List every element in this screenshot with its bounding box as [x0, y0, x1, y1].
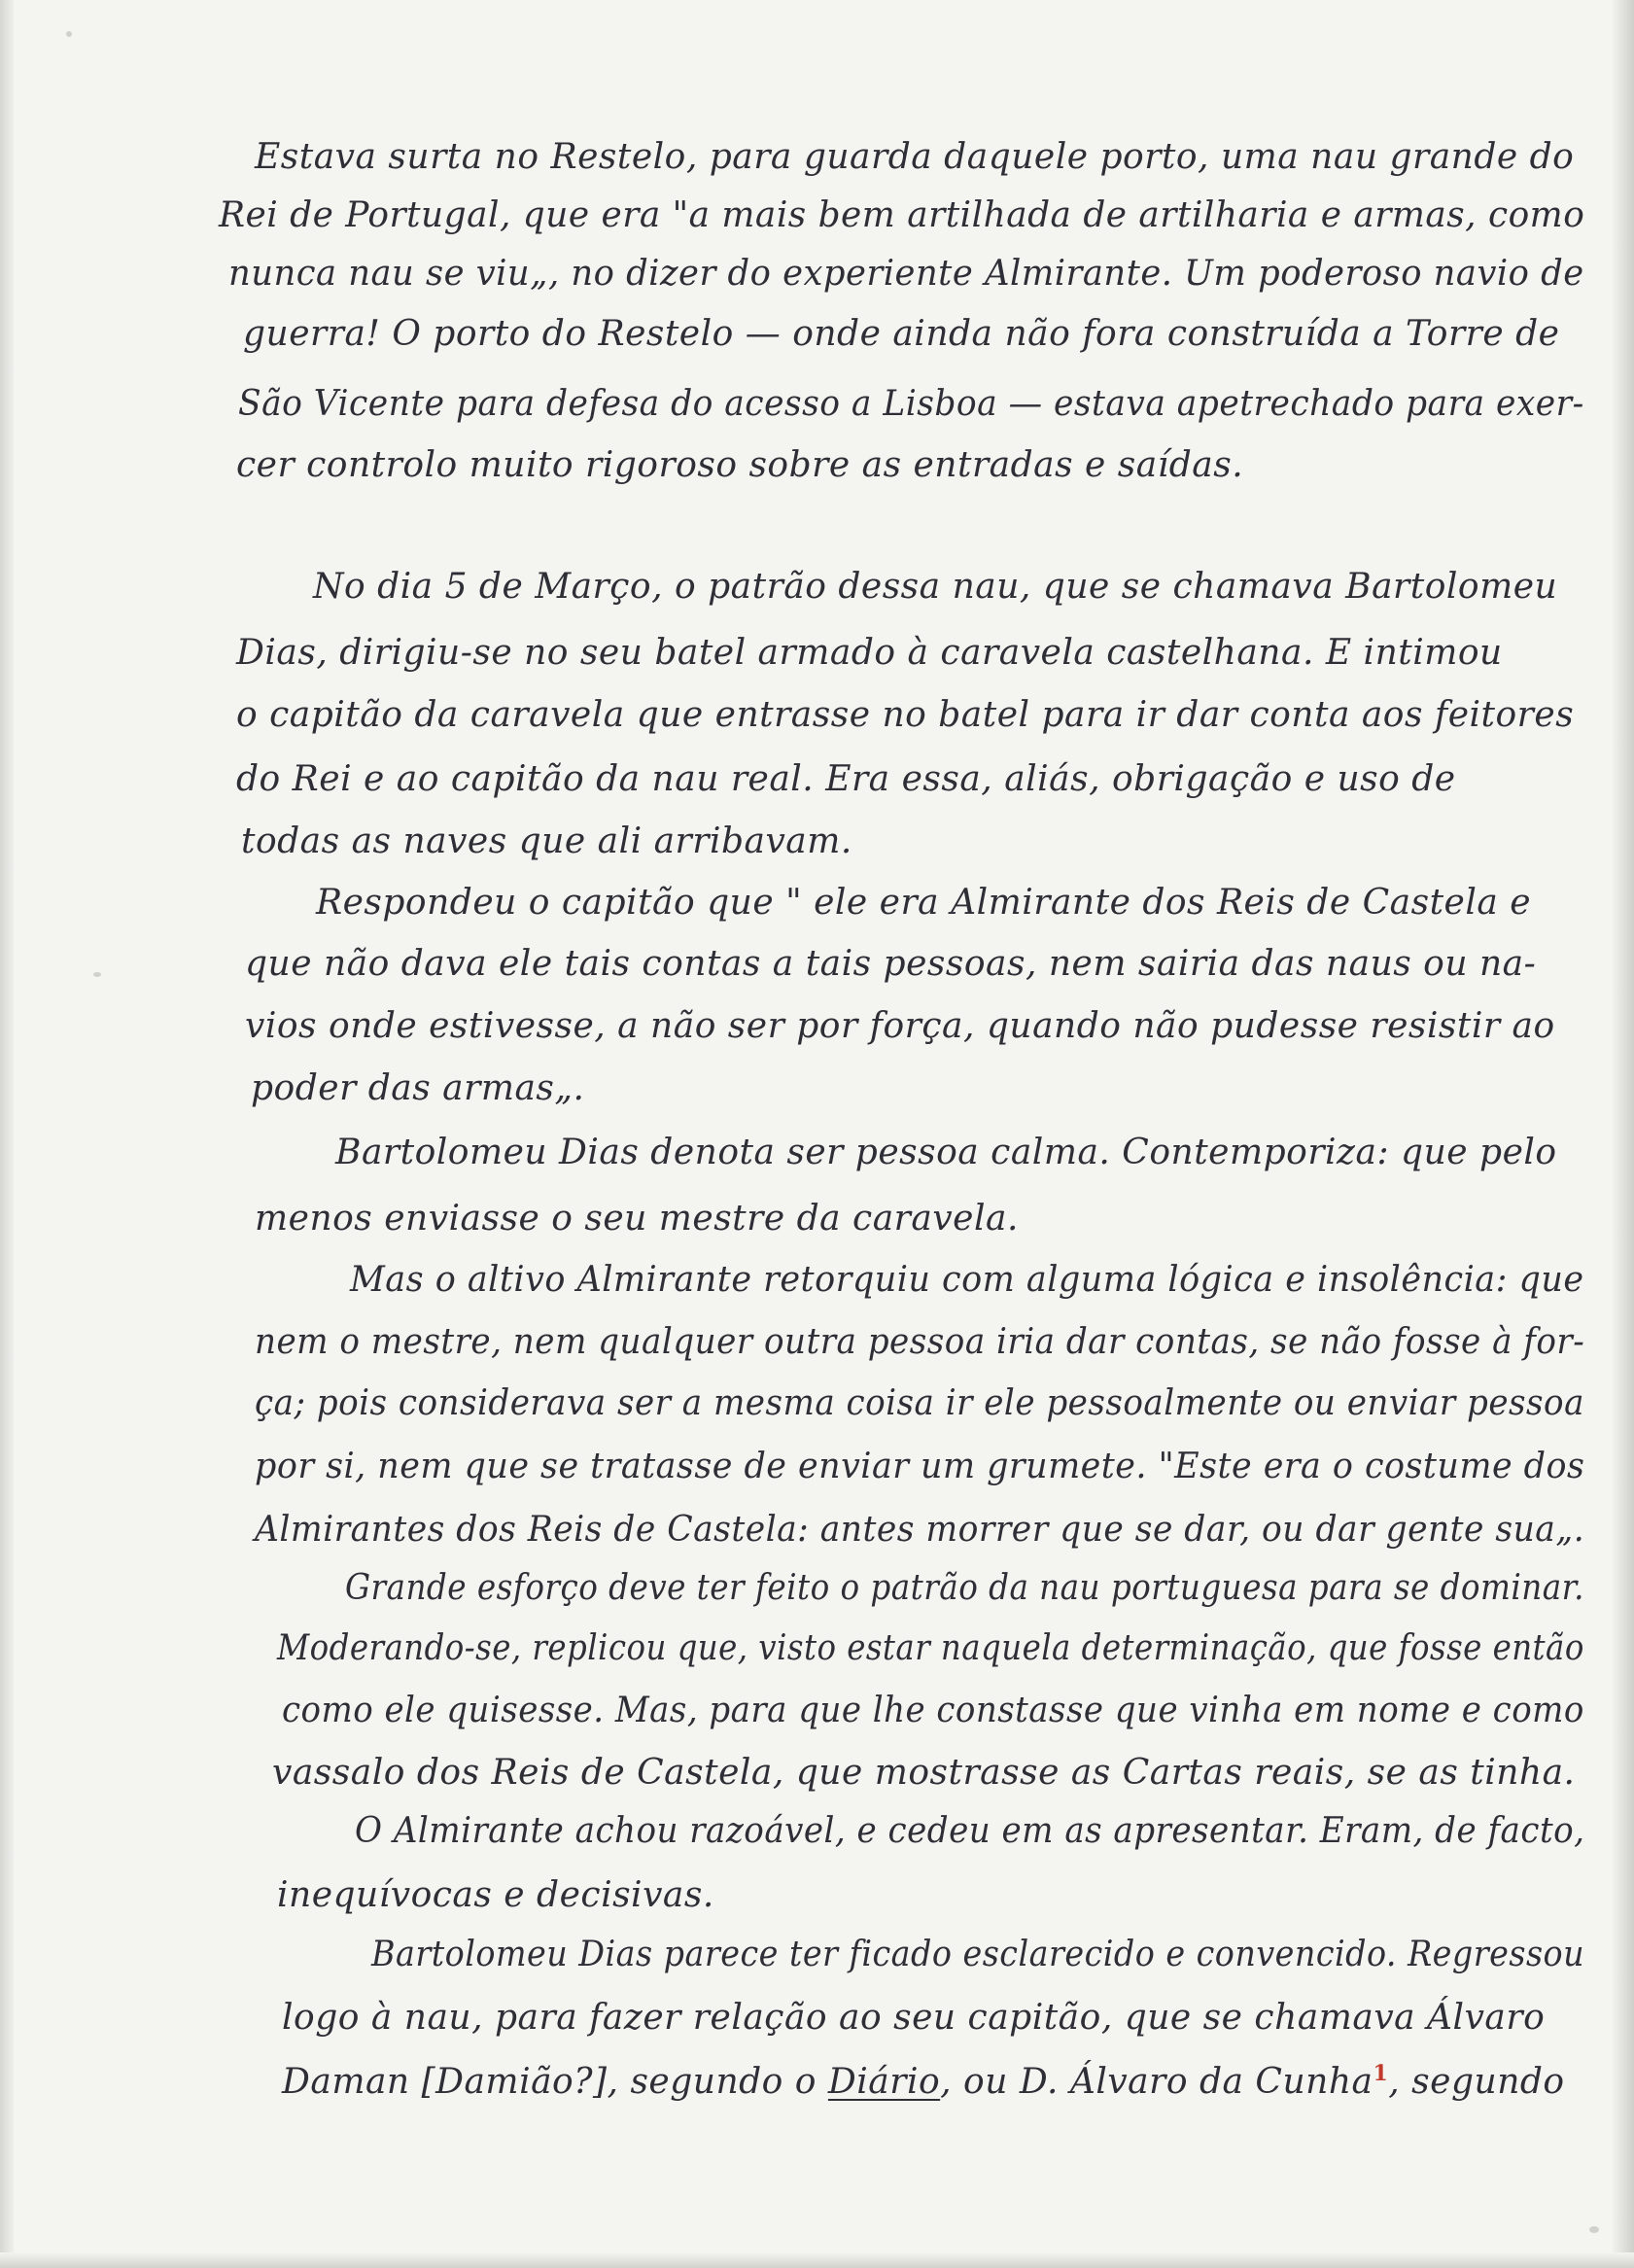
text-line: Respondeu o capitão que " ele era Almirante dos Reis de Castela e: [316, 883, 1532, 923]
scan-left-edge: [0, 0, 14, 2268]
text-line: No dia 5 de Março, o patrão dessa nau, que se chamava Bartolomeu: [313, 567, 1558, 607]
text-line: inequívocas e decisivas.: [277, 1875, 714, 1915]
text-line: do Rei e ao capitão da nau real. Era essa, aliás, obrigação e uso de: [236, 759, 1456, 799]
footnote-marker: 1: [1373, 2061, 1389, 2086]
text-line: poder das armas„.: [251, 1068, 585, 1108]
text-line: vios onde estivesse, a não ser por força, quando não pudesse resistir ao: [245, 1006, 1555, 1046]
text-line: Estava surta no Restelo, para guarda daquele porto, uma nau grande do: [255, 137, 1575, 177]
text-line: logo à nau, para fazer relação ao seu capitão, que se chamava Álvaro: [282, 1998, 1546, 2038]
scan-right-edge: [1613, 0, 1634, 2268]
text-line: que não dava ele tais contas a tais pessoas, nem sairia das naus ou na-: [245, 944, 1537, 984]
final-text-line: [282, 2059, 1565, 2106]
scan-speck: [1589, 2226, 1599, 2233]
text-line: Grande esforço deve ter feito o patrão da nau portuguesa para se dominar.: [345, 1568, 1584, 1608]
text-line: ça; pois considerava ser a mesma coisa ir ele pessoalmente ou enviar pessoa: [255, 1383, 1584, 1423]
text-line: Bartolomeu Dias denota ser pessoa calma. Contemporiza: que pelo: [335, 1133, 1557, 1172]
text-line: cer controlo muito rigoroso sobre as entradas e saídas.: [236, 445, 1244, 485]
final-line-after: , segundo: [1388, 2062, 1565, 2102]
diario-underlined-title: Diário: [827, 2062, 941, 2102]
text-line: nem o mestre, nem qualquer outra pessoa iria dar contas, se não fosse à for-: [255, 1322, 1585, 1362]
text-line: menos enviasse o seu mestre da caravela.: [255, 1199, 1019, 1239]
scan-speck: [93, 972, 101, 977]
scan-bottom-edge: [0, 2252, 1634, 2268]
text-line: O Almirante achou razoável, e cedeu em as apresentar. Eram, de facto,: [355, 1811, 1585, 1851]
final-line-before: Daman [Damião?], segundo o: [282, 2062, 828, 2102]
text-line: Almirantes dos Reis de Castela: antes morrer que se dar, ou dar gente sua„.: [255, 1510, 1585, 1550]
scan-speck: [66, 31, 72, 37]
text-line: todas as naves que ali arribavam.: [241, 821, 852, 861]
text-line: Dias, dirigiu-se no seu batel armado à caravela castelhana. E intimou: [236, 633, 1503, 673]
text-line: São Vicente para defesa do acesso a Lisboa — estava apetrechado para exer-: [238, 384, 1584, 424]
final-line-middle: , ou D. Álvaro da Cunha: [940, 2062, 1373, 2102]
text-line: vassalo dos Reis de Castela, que mostrasse as Cartas reais, se as tinha.: [272, 1753, 1576, 1793]
text-line: o capitão da caravela que entrasse no batel para ir dar conta aos feitores: [236, 695, 1575, 735]
text-line: Moderando-se, replicou que, visto estar naquela determinação, que fosse então: [277, 1628, 1584, 1668]
text-line: Bartolomeu Dias parece ter ficado esclarecido e convencido. Regressou: [371, 1935, 1585, 1974]
text-line: como ele quisesse. Mas, para que lhe constasse que vinha em nome e como: [282, 1691, 1584, 1730]
text-line: guerra! O porto do Restelo — onde ainda não fora construída a Torre de: [243, 314, 1560, 354]
text-line: Rei de Portugal, que era "a mais bem artilhada de artilharia e armas, como: [219, 195, 1585, 235]
text-line: Mas o altivo Almirante retorquiu com alguma lógica e insolência: que: [350, 1260, 1584, 1300]
text-line: nunca nau se viu„, no dizer do experiente Almirante. Um poderoso navio de: [228, 254, 1584, 294]
text-line: por si, nem que se tratasse de enviar um grumete. "Este era o costume dos: [255, 1447, 1585, 1486]
